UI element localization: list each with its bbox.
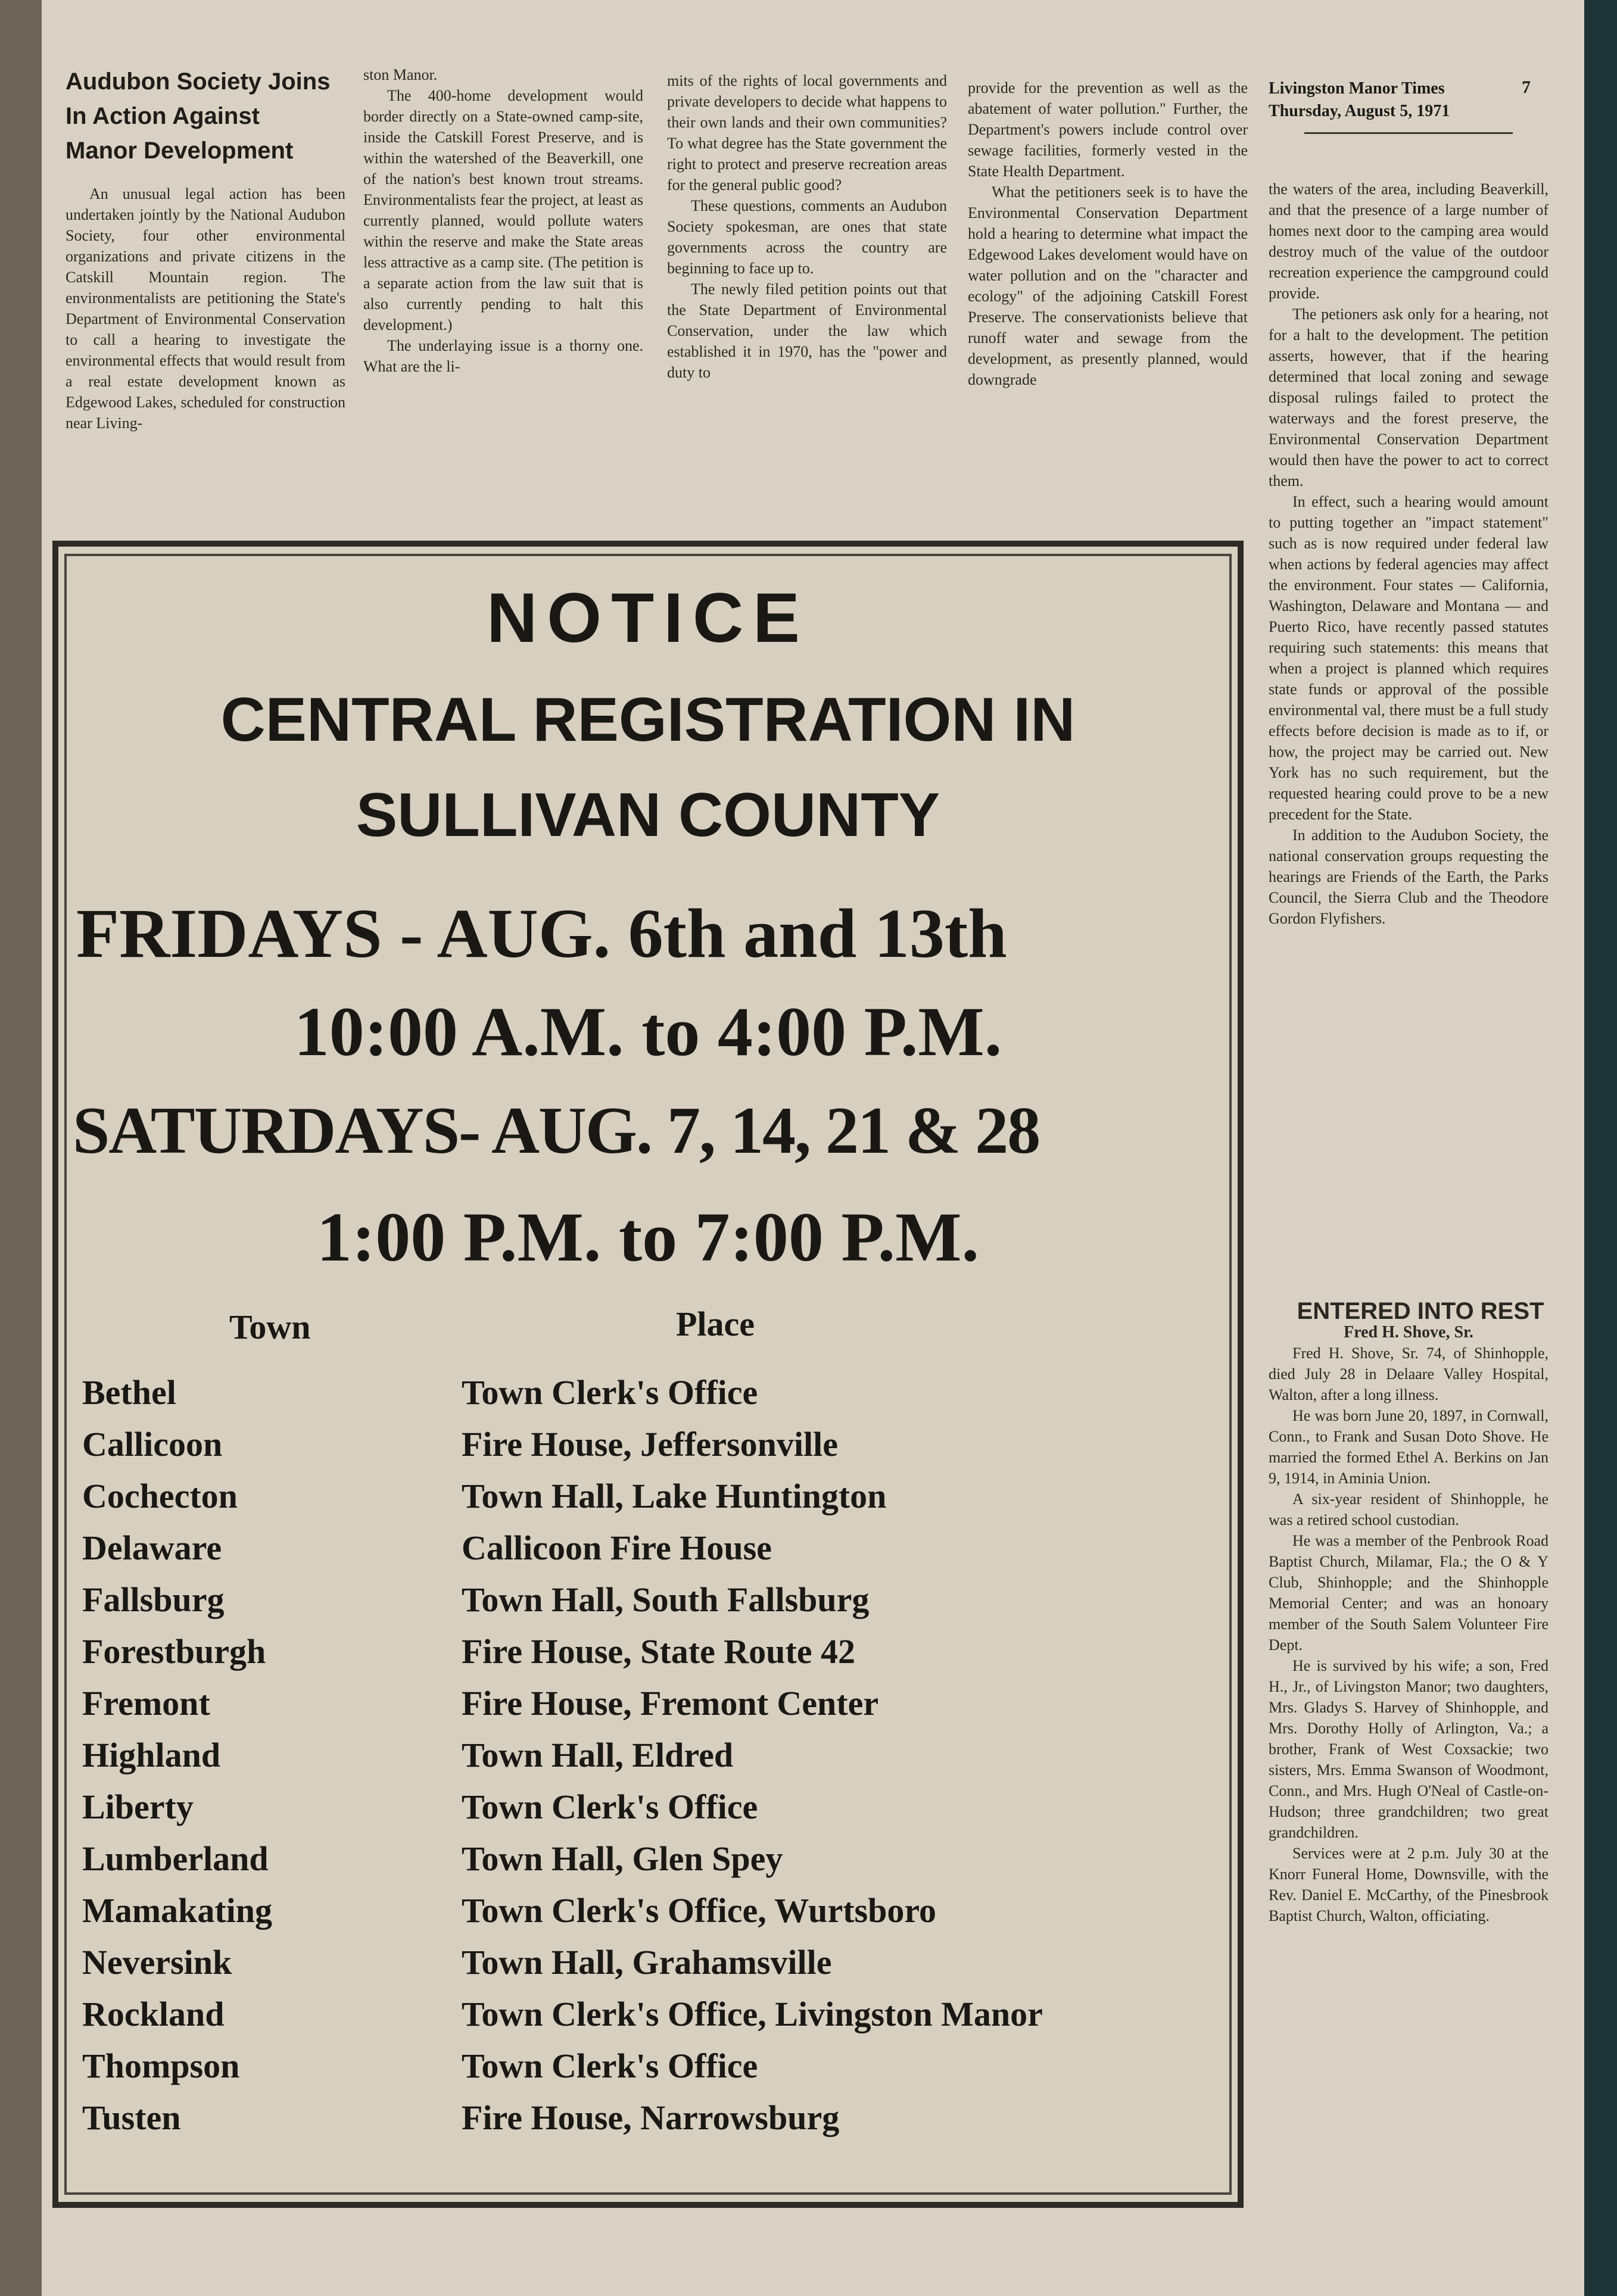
registration-row — [0, 1580, 1191, 1632]
paragraph: What the petitioners seek is to have the Environmental Conservation Department hold a hearing to determine what impact the Edgewood Lakes develoment would have on water pollution and on the "character and ecology" of the adjoining Catskill Forest Preserve. The conservationists believe that runoff water and sewage from the development, as presently planned, would downgrade — [968, 183, 1248, 388]
article-column-2 — [363, 64, 643, 377]
paragraph: provide for the prevention as well as the abatement of water pollution." Further, the Department's powers include control over sewage facilities, formerly vested in the State Health Department. — [968, 79, 1248, 180]
registration-place: Callicoon Fire House — [462, 1528, 772, 1567]
binder-edge — [1584, 0, 1617, 2296]
registration-row — [0, 1787, 1191, 1839]
article-column-4 — [968, 77, 1248, 390]
town-name: Lumberland — [82, 1839, 269, 1878]
registration-row — [0, 1994, 1191, 2047]
registration-place: Town Clerk's Office — [462, 1373, 758, 1412]
obituary-name: Fred H. Shove, Sr. — [1344, 1323, 1473, 1342]
headline-line: Manor Development — [66, 138, 294, 164]
paragraph: the waters of the area, including Beaverkill, and that the presence of a large number of homes next door to the camping area would destroy much of the value of the outdoor recreation experience the campground could provide. — [1269, 180, 1549, 302]
town-name: Tusten — [82, 2098, 181, 2137]
registration-place: Town Hall, Glen Spey — [462, 1839, 783, 1878]
registration-place: Town Clerk's Office, Wurtsboro — [462, 1891, 937, 1930]
registration-place: Fire House, Jeffersonville — [462, 1425, 838, 1464]
notice-subtitle-line-2: SULLIVAN COUNTY — [356, 781, 940, 850]
article-column-3 — [667, 70, 947, 383]
paragraph: He was born June 20, 1897, in Cornwall, Conn., to Frank and Susan Doto Shove. He married the formed Ethel A. Berkins on Jan 9, 1914, in Aminia Union. — [1269, 1407, 1549, 1487]
registration-row — [0, 1839, 1191, 1891]
registration-place: Town Hall, Grahamsville — [462, 1943, 832, 1982]
masthead-rule — [1304, 132, 1513, 134]
registration-row — [0, 2098, 1191, 2150]
place-column-header: Place — [676, 1305, 755, 1343]
saturdays-hours: 1:00 P.M. to 7:00 P.M. — [316, 1198, 980, 1276]
registration-row — [0, 1476, 1191, 1528]
registration-row — [0, 1424, 1191, 1477]
registration-row — [0, 1528, 1191, 1580]
paragraph: The 400-home development would border directly on a State-owned camp-site, inside the Catskill Forest Preserve, and is within the watershed of the Beaverkill, one of the nation's best known trout streams. Environmentalists fear the project, at least as currently planned, would pollute waters within the reserve and make the State areas less attractive as a camp site. (The petition is a separate action from the law suit that is also currently pending to halt this development.) — [363, 87, 643, 333]
town-name: Delaware — [82, 1528, 222, 1567]
registration-row — [0, 1891, 1191, 1943]
paragraph: The newly filed petition points out that the State Department of Environmental Conservation, under the law which established it in 1970, has the "power and duty to — [667, 280, 947, 381]
paragraph: A six-year resident of Shinhopple, he was a retired school custodian. — [1269, 1490, 1549, 1528]
fridays-dates: FRIDAYS - AUG. 6th and 13th — [76, 894, 1007, 972]
registration-row — [0, 1683, 1191, 1736]
paragraph: mits of the rights of local governments and private developers to decide what happens to their own lands and their own communities? To what degree has the State government the right to protect and preserve recreation areas for the general public good? — [667, 72, 947, 194]
fridays-hours: 10:00 A.M. to 4:00 P.M. — [294, 993, 1002, 1071]
paragraph: He was a member of the Penbrook Road Baptist Church, Milamar, Fla.; the O & Y Club, Shinhopple; and the Shinhopple Memorial Center; and was an honoary member of the South Salem Volunteer Fire Dept. — [1269, 1532, 1549, 1654]
saturdays-dates: SATURDAYS- AUG. 7, 14, 21 & 28 — [73, 1094, 1040, 1168]
paragraph: He is survived by his wife; a son, Fred H., Jr., of Livingston Manor; two daughters, Mrs. Gladys S. Harvey of Shinhopple, and Mrs. Dorothy Holly of Arlington, Va.; a brother, Frank of West Coxsackie; two sisters, Mrs. Emma Swanson of Woodmont, Conn., and Mrs. Hugh O'Neal of Castle-on-Hudson; three grandchildren; two great grandchildren. — [1269, 1657, 1549, 1841]
registration-place: Town Hall, Eldred — [462, 1736, 734, 1774]
page-number: 7 — [1522, 77, 1531, 97]
registration-place: Fire House, State Route 42 — [462, 1632, 855, 1671]
paragraph: In addition to the Audubon Society, the national conservation groups requesting the hearings are Friends of the Earth, the Parks Council, the Sierra Club and the Theodore Gordon Flyfishers. — [1269, 826, 1549, 927]
registration-row — [0, 1631, 1191, 1684]
paragraph: ston Manor. — [363, 66, 438, 83]
registration-place: Town Hall, Lake Huntington — [462, 1477, 887, 1515]
town-name: Fallsburg — [82, 1580, 225, 1619]
paragraph: The underlaying issue is a thorny one. What are the li- — [363, 337, 643, 375]
registration-place: Town Clerk's Office — [462, 1787, 758, 1826]
registration-row — [0, 1942, 1191, 1995]
town-name: Callicoon — [82, 1425, 223, 1464]
town-name: Forestburgh — [82, 1632, 266, 1671]
paragraph: An unusual legal action has been undertaken jointly by the National Audubon Society, four other environmental organizations and private citizens in the Catskill Mountain region. The environmentalists are petitioning the State's Department of Environmental Conservation to call a hearing to investigate the environmental effects that would result from a real estate development known as Edgewood Lakes, scheduled for construction near Living- — [66, 185, 345, 432]
registration-place: Town Clerk's Office, Livingston Manor — [462, 1995, 1043, 2033]
headline-line: In Action Against — [66, 103, 260, 129]
masthead — [1269, 77, 1507, 123]
registration-place: Town Hall, South Fallsburg — [462, 1580, 870, 1619]
town-name: Thompson — [82, 2047, 240, 2085]
town-name: Highland — [82, 1736, 221, 1774]
article-column-1 — [66, 64, 345, 433]
paragraph: In effect, such a hearing would amount to putting together an "impact statement" such as is now required under federal law when actions by federal agencies may affect the environment. Four states — California, Washington, Delaware and Montana — and Puerto Rico, have recently passed statutes requiring such statements: this means that when a project is planned which requires state funds or approval of the possible environmental val, there must be a full study effects before decision is made as to if, or how, the project may be carried out. New York has no such requirement, but the requested hearing could prove to be a new precedent for the State. — [1269, 493, 1549, 823]
registration-row — [0, 2046, 1191, 2098]
article-headline — [66, 64, 345, 168]
notice-title: NOTICE — [487, 579, 809, 657]
article-column-5 — [1269, 179, 1549, 929]
registration-place: Town Clerk's Office — [462, 2047, 758, 2085]
town-name: Bethel — [82, 1373, 176, 1412]
notice-subtitle-line-1: CENTRAL REGISTRATION IN — [220, 685, 1076, 754]
town-name: Rockland — [82, 1995, 225, 2033]
paper-name: Livingston Manor Times — [1269, 79, 1445, 98]
town-name: Liberty — [82, 1787, 194, 1826]
registration-row — [0, 1735, 1191, 1787]
paragraph: Fred H. Shove, Sr. 74, of Shinhopple, died July 28 in Delaare Valley Hospital, Walton, after a long illness. — [1269, 1344, 1549, 1403]
issue-date: Thursday, August 5, 1971 — [1269, 102, 1450, 120]
headline-line: Audubon Society Joins — [66, 68, 331, 95]
obituary — [1269, 1298, 1549, 1926]
registration-place: Fire House, Narrowsburg — [462, 2098, 840, 2137]
town-name: Mamakating — [82, 1891, 272, 1930]
registration-row — [0, 1372, 1191, 1425]
paragraph: The petioners ask only for a hearing, not for a halt to the development. The petition asserts, however, that if the hearing determined that local zoning and sewage disposal rulings failed to protect the waterways and the forest preserve, the Environmental Conservation Department would then have the power to act to correct them. — [1269, 305, 1549, 489]
obituary-heading: ENTERED INTO REST — [1297, 1298, 1544, 1324]
paragraph: Services were at 2 p.m. July 30 at the Knorr Funeral Home, Downsville, with the Rev. Daniel E. McCarthy, of the Pinesbrook Baptist Church, Walton, officiating. — [1269, 1845, 1549, 1924]
town-name: Fremont — [82, 1684, 210, 1723]
town-column-header: Town — [229, 1308, 311, 1346]
registration-place: Fire House, Fremont Center — [462, 1684, 879, 1723]
paragraph: These questions, comments an Audubon Society spokesman, are ones that state governments across the country are beginning to face up to. — [667, 197, 947, 277]
town-name: Cochecton — [82, 1477, 238, 1515]
town-name: Neversink — [82, 1943, 232, 1982]
